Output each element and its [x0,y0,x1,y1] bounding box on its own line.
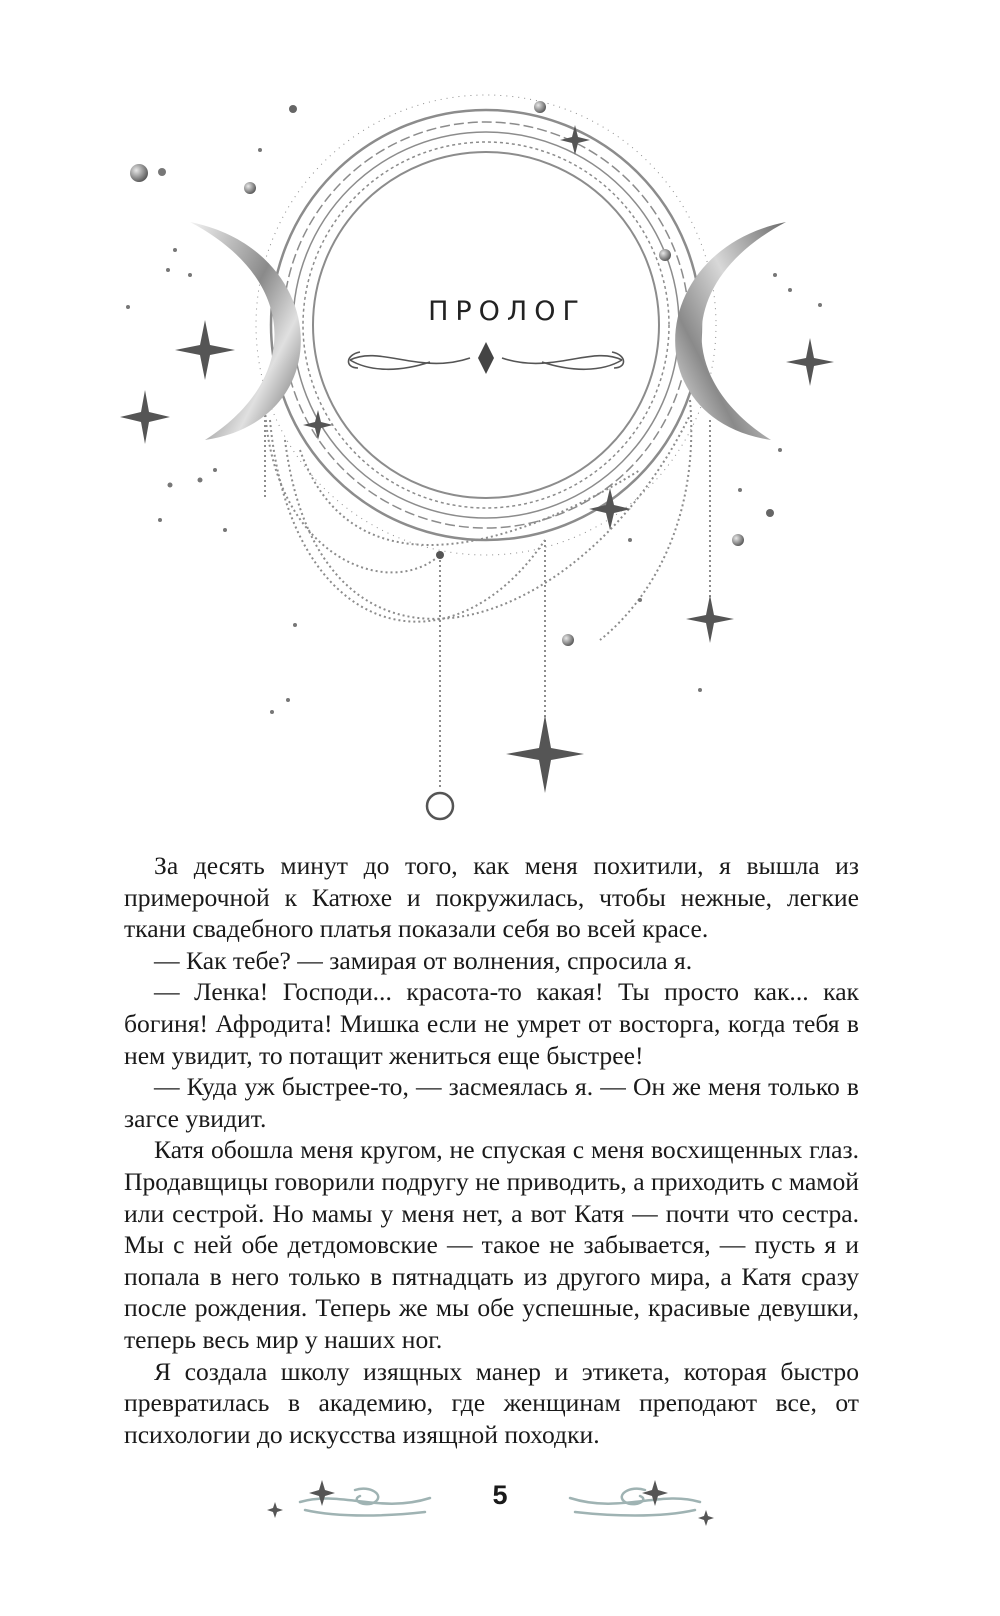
paragraph: — Куда уж быстрее-то, — засмеялась я. — Он же меня только в загсе увидит. [124,1072,859,1133]
page-number: 5 [492,1480,508,1510]
paragraph: — Как тебе? — замирая от волнения, спросила я. [154,945,693,975]
hanging-ring [427,793,453,819]
flourish-diamond [478,342,494,374]
paragraph: — Ленка! Господи... красота-то какая! Ты просто как... как богиня! Афродита! Мишка если не умрет от восторга, когда тебя в нем увидит, то потащит жениться еще быстрее! [124,977,859,1070]
sparkles [120,125,834,793]
chain-lines [265,400,710,790]
paragraph: Я создала школу изящных манер и этикета, которая быстро превратилась в академию, где женщинам преподают все, от психологии до искусства изящной походки. [124,1356,859,1449]
moon-right [675,222,786,440]
paragraph: За десять минут до того, как меня похитили, я вышла из примерочной к Катюхе и покружилась, чтобы нежные, легкие ткани свадебного платья показали себя во всей красе. [124,851,859,944]
planets [130,101,774,646]
paragraph: Катя обошла меня кругом, не спуская с меня восхищенных глаз. Продавщицы говорили подругу не приводить, а приходить с мамой или сестрой. Но мамы у меня нет, а вот Катя — почти что сестра. Мы с ней обе детдомовские — такое не забывается, — пусть я и попала в него только в пятнадцать из другого мира, а Катя сразу после рождения. Теперь же мы обе успешные, красивые девушки, теперь весь мир у наших ног. [124,1135,859,1354]
chapter-title: ПРОЛОГ [428,296,586,327]
body-text [124,850,859,1450]
